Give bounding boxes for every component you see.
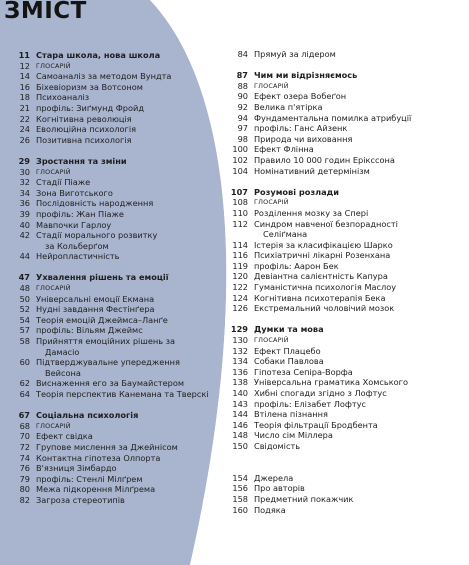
page-number: 158 — [232, 493, 248, 504]
entry-title: Стадії Піаже — [36, 177, 91, 188]
page-number: 160 — [232, 504, 248, 515]
entry-title: ГЛОСАРІЙ — [36, 421, 71, 430]
page-number: 144 — [232, 409, 248, 420]
page-number: 68 — [19, 420, 30, 431]
entry-title: Когнітивна революція — [36, 113, 132, 124]
toc-entry — [6, 315, 231, 326]
toc-entry-continuation — [224, 229, 449, 240]
toc-entry — [6, 198, 231, 209]
toc-entry — [6, 389, 231, 400]
page-number: 57 — [19, 325, 30, 336]
entry-title: Теорія фільтрації Бродбента — [254, 419, 378, 430]
entry-title: профіль: Вільям Джеймс — [36, 325, 143, 336]
toc-entry — [6, 124, 231, 135]
page-number: 82 — [19, 494, 30, 505]
entry-title: Фундаментальна помилка атрибуції — [254, 112, 412, 123]
entry-title: профіль: Ганс Айзенк — [254, 123, 348, 134]
page-number: 114 — [232, 239, 248, 250]
entry-title: Нудні завдання Фестінґера — [36, 304, 155, 315]
page-number: 154 — [232, 472, 248, 483]
spacer — [224, 314, 449, 325]
entry-title: Природа чи виховання — [254, 133, 353, 144]
entry-title: Чим ми відрізняємось — [254, 70, 358, 81]
toc-entry — [6, 453, 231, 464]
entry-title: Число сім Міллера — [254, 430, 333, 441]
toc-entry — [224, 155, 449, 166]
entry-title: Групове мислення за Джейнісом — [36, 441, 178, 452]
entry-title: Ухвалення рішень та емоції — [36, 272, 169, 283]
toc-entry — [6, 304, 231, 315]
page-number: 72 — [19, 441, 30, 452]
entry-title: Джерела — [254, 472, 294, 483]
page-number: 42 — [19, 230, 30, 241]
spacer — [224, 176, 449, 187]
entry-title: Психоаналіз — [36, 92, 90, 103]
entry-title: Прямуй за лідером — [254, 49, 336, 59]
page-number: 108 — [232, 197, 248, 208]
page-number: 87 — [236, 70, 248, 81]
toc-entry — [224, 356, 449, 367]
spacer — [6, 145, 231, 156]
toc-entry — [224, 483, 449, 494]
entry-title: профіль: Елізабет Лофтус — [254, 398, 367, 409]
page-number: 126 — [232, 303, 248, 314]
entry-title: Теорія перспектив Канемана та Тверскі — [36, 389, 209, 399]
toc-entry — [224, 134, 449, 145]
page-number: 14 — [19, 71, 30, 82]
entry-title: Позитивна психологія — [36, 134, 132, 145]
entry-title: Гуманістична психологія Маслоу — [254, 282, 397, 293]
page-number: 62 — [19, 378, 30, 389]
toc-entry — [224, 240, 449, 251]
page-number: 84 — [237, 49, 248, 59]
toc-entry — [6, 135, 231, 146]
page-number: 34 — [19, 187, 30, 198]
page-number: 50 — [19, 293, 30, 304]
toc-entry — [224, 219, 449, 230]
entry-title: Синдром навченої безпорадності — [254, 218, 398, 229]
entry-title: Правило 10 000 годин Ерікссона — [254, 154, 395, 165]
toc-entry — [6, 230, 231, 241]
toc-entry — [224, 399, 449, 410]
page-number: 130 — [232, 335, 248, 346]
entry-title: Подяка — [254, 504, 286, 515]
toc-entry — [6, 82, 231, 93]
spacer — [224, 452, 449, 463]
entry-title: Селіґмана — [263, 229, 308, 240]
page-number: 94 — [237, 112, 248, 123]
entry-title: Ефект озера Вобеґон — [254, 91, 347, 102]
page-number: 48 — [19, 283, 30, 294]
toc-entry — [224, 91, 449, 102]
page-number: 134 — [232, 356, 248, 367]
page-number: 36 — [19, 198, 30, 209]
toc-entry — [224, 303, 449, 314]
page-number: 129 — [230, 324, 248, 335]
toc-entry — [224, 113, 449, 124]
toc-entry — [224, 346, 449, 357]
page-number: 140 — [232, 388, 248, 398]
entry-title: Мавпочки Гарлоу — [36, 219, 112, 230]
entry-title: Універсальна граматика Хомського — [254, 377, 408, 388]
entry-title: Зростання та зміни — [36, 155, 127, 166]
toc-entry — [224, 261, 449, 272]
toc-section-heading — [6, 410, 231, 421]
page-number: 120 — [232, 271, 248, 282]
entry-title: Самоаналіз за методом Вундта — [36, 71, 172, 82]
toc-section-heading — [224, 324, 449, 335]
toc-entry — [6, 209, 231, 220]
entry-title: Біхевіоризм за Вотсоном — [36, 81, 143, 92]
entry-title: ГЛОСАРІЙ — [36, 167, 71, 176]
toc-entry — [224, 441, 449, 452]
toc-entry — [6, 220, 231, 231]
page-number: 64 — [19, 389, 30, 399]
toc-entry — [6, 431, 231, 442]
entry-title: Виснаження его за Баумайстером — [36, 378, 185, 389]
entry-title: Істерія за класифікацією Шарко — [254, 239, 393, 250]
entry-title: профіль: Зиґмунд Фройд — [36, 102, 145, 113]
page-number: 124 — [232, 292, 248, 303]
entry-title: за Кольберґом — [45, 240, 109, 251]
entry-title: Межа підкорення Мілґрема — [36, 484, 156, 495]
toc-entry — [6, 336, 231, 347]
page-number: 47 — [18, 272, 30, 283]
page-number: 22 — [19, 113, 30, 124]
page-number: 18 — [19, 92, 30, 103]
page-number: 102 — [232, 154, 248, 165]
entry-title: Екстремальний чоловічий мозок — [254, 303, 395, 314]
page-number: 60 — [19, 357, 30, 368]
toc-glossary-entry — [6, 421, 231, 432]
page-number: 29 — [18, 155, 30, 166]
toc-entry — [6, 177, 231, 188]
page-number: 107 — [230, 186, 248, 197]
toc-entry — [6, 294, 231, 305]
toc-entry — [224, 367, 449, 378]
page-number: 79 — [19, 473, 30, 484]
toc-entry — [6, 378, 231, 389]
toc-entry — [224, 102, 449, 113]
entry-title: Психіатричні лікарні Розенхана — [254, 250, 391, 261]
toc-entry — [6, 92, 231, 103]
entry-title: Нейропластичність — [36, 251, 120, 262]
page-number: 70 — [19, 431, 30, 442]
spacer — [6, 400, 231, 411]
page-number: 146 — [232, 419, 248, 430]
page-number: 132 — [232, 345, 248, 356]
toc-entry — [6, 114, 231, 125]
entry-title: Універсальні емоції Екмана — [36, 293, 155, 304]
entry-title: Свідомість — [254, 440, 301, 451]
toc-entry — [6, 71, 231, 82]
toc-left-column — [6, 50, 231, 506]
page-number: 40 — [19, 219, 30, 230]
page-number: 30 — [19, 166, 30, 177]
spacer — [224, 60, 449, 71]
toc-glossary-entry — [6, 283, 231, 294]
toc-entry — [224, 293, 449, 304]
page-number: 143 — [232, 398, 248, 409]
toc-section-heading — [6, 50, 231, 61]
page-number: 136 — [232, 366, 248, 377]
page-number: 100 — [232, 144, 248, 155]
toc-entry — [224, 494, 449, 505]
entry-title: Про авторів — [254, 483, 305, 494]
entry-title: ГЛОСАРІЙ — [254, 336, 289, 345]
page-number: 116 — [232, 250, 248, 261]
entry-title: Ефект Плацебо — [254, 345, 321, 356]
toc-entry — [224, 166, 449, 177]
toc-entry — [6, 442, 231, 453]
entry-title: ГЛОСАРІЙ — [36, 284, 71, 293]
page-number: 76 — [19, 463, 30, 474]
toc-entry-continuation — [6, 368, 231, 379]
entry-title: Девіантна салієнтність Капура — [254, 271, 388, 282]
page-number: 112 — [232, 218, 248, 229]
spacer — [224, 462, 449, 473]
page-number: 80 — [19, 484, 30, 495]
toc-entry — [6, 188, 231, 199]
toc-entry — [224, 409, 449, 420]
entry-title: Ефект свідка — [36, 431, 93, 442]
toc-glossary-entry — [6, 167, 231, 178]
page-number: 11 — [18, 50, 30, 60]
entry-title: Вейсона — [45, 367, 81, 378]
page-number: 12 — [19, 60, 30, 71]
page-number: 44 — [19, 251, 30, 262]
toc-entry — [224, 473, 449, 484]
entry-title: Предметний покажчик — [254, 493, 354, 504]
entry-title: Загроза стереотипів — [36, 494, 125, 505]
entry-title: Розумові розлади — [254, 186, 339, 197]
entry-title: Розділення мозку за Спері — [254, 207, 369, 218]
page-number: 88 — [237, 80, 248, 91]
spacer — [6, 262, 231, 273]
toc-entry — [6, 484, 231, 495]
page-number: 92 — [237, 101, 248, 112]
entry-title: Прийняття емоційних рішень за — [36, 336, 176, 347]
page-number: 150 — [232, 440, 248, 451]
entry-title: Гіпотеза Сепіра-Ворфа — [254, 366, 353, 377]
entry-title: Еволюційна психологія — [36, 124, 137, 135]
page-number: 110 — [232, 207, 248, 218]
page-number: 58 — [19, 336, 30, 347]
page-number: 90 — [237, 91, 248, 102]
entry-title: Хибні спогади згідно з Лофтус — [254, 388, 387, 398]
entry-title: Когнітивна психотерапія Бека — [254, 292, 386, 303]
page-number: 39 — [19, 208, 30, 219]
page-number: 138 — [232, 377, 248, 388]
page-number: 32 — [19, 177, 30, 188]
toc-section-heading — [224, 187, 449, 198]
toc-entry — [6, 325, 231, 336]
page-number: 119 — [232, 260, 248, 271]
page-title: ЗМІСТ — [4, 0, 87, 24]
entry-title: Номінативний детермінізм — [254, 165, 370, 176]
entry-title: профіль: Аарон Бек — [254, 260, 339, 271]
entry-title: Підтверджувальне упередження — [36, 357, 180, 368]
toc-entry — [224, 208, 449, 219]
entry-title: Теорія емоцій Джеймса–Ланґе — [36, 314, 168, 325]
toc-entry — [224, 420, 449, 431]
entry-title: Велика п'ятірка — [254, 101, 323, 112]
entry-title: Думки та мова — [254, 324, 324, 335]
page-number: 74 — [19, 452, 30, 463]
toc-entry — [6, 357, 231, 368]
entry-title: Стадії морального розвитку — [36, 230, 158, 241]
page-number: 122 — [232, 282, 248, 293]
page-number: 16 — [19, 81, 30, 92]
page-number: 97 — [237, 123, 248, 134]
entry-title: ГЛОСАРІЙ — [36, 61, 71, 70]
toc-entry — [6, 103, 231, 114]
entry-title: ГЛОСАРІЙ — [254, 198, 289, 207]
page-number: 52 — [19, 304, 30, 315]
toc-entry — [224, 123, 449, 134]
toc-entry — [6, 463, 231, 474]
entry-title: ГЛОСАРІЙ — [254, 81, 289, 90]
page-number: 24 — [19, 124, 30, 135]
toc-entry — [6, 474, 231, 485]
entry-title: В'язниця Зімбардо — [36, 463, 117, 474]
page-number: 21 — [19, 102, 30, 113]
toc-entry — [6, 251, 231, 262]
page-number: 98 — [237, 133, 248, 144]
toc-section-heading — [6, 156, 231, 167]
toc-entry — [224, 49, 449, 60]
toc-entry — [224, 271, 449, 282]
entry-title: Втілена пізнання — [254, 409, 328, 420]
toc-right-column — [224, 49, 449, 515]
toc-entry — [224, 250, 449, 261]
entry-title: профіль: Жан Піаже — [36, 208, 124, 219]
toc-section-heading — [224, 70, 449, 81]
toc-entry — [224, 388, 449, 399]
page-number: 26 — [19, 134, 30, 145]
toc-section-heading — [6, 272, 231, 283]
page-number: 104 — [232, 165, 248, 176]
toc-glossary-entry — [224, 335, 449, 346]
toc-entry-continuation — [6, 347, 231, 358]
entry-title: Стара школа, нова школа — [36, 50, 161, 60]
toc-glossary-entry — [6, 61, 231, 72]
page-number: 148 — [232, 430, 248, 441]
entry-title: Контактна гіпотеза Олпорта — [36, 452, 161, 463]
page-number: 67 — [18, 410, 30, 421]
entry-title: Ефект Флінна — [254, 144, 314, 155]
entry-title: Соціальна психологія — [36, 410, 139, 421]
entry-title: Дамасіо — [45, 346, 80, 357]
toc-glossary-entry — [224, 81, 449, 92]
entry-title: Послідовність народження — [36, 198, 154, 209]
entry-title: профіль: Стенлі Мілґрем — [36, 473, 143, 484]
page-number: 54 — [19, 314, 30, 325]
page-number: 156 — [232, 483, 248, 494]
toc-entry-continuation — [6, 241, 231, 252]
toc-entry — [6, 495, 231, 506]
toc-entry — [224, 377, 449, 388]
toc-glossary-entry — [224, 197, 449, 208]
toc-entry — [224, 430, 449, 441]
toc-entry — [224, 282, 449, 293]
toc-entry — [224, 505, 449, 516]
toc-entry — [224, 144, 449, 155]
entry-title: Собаки Павлова — [254, 356, 324, 367]
entry-title: Зона Виготського — [36, 187, 113, 198]
